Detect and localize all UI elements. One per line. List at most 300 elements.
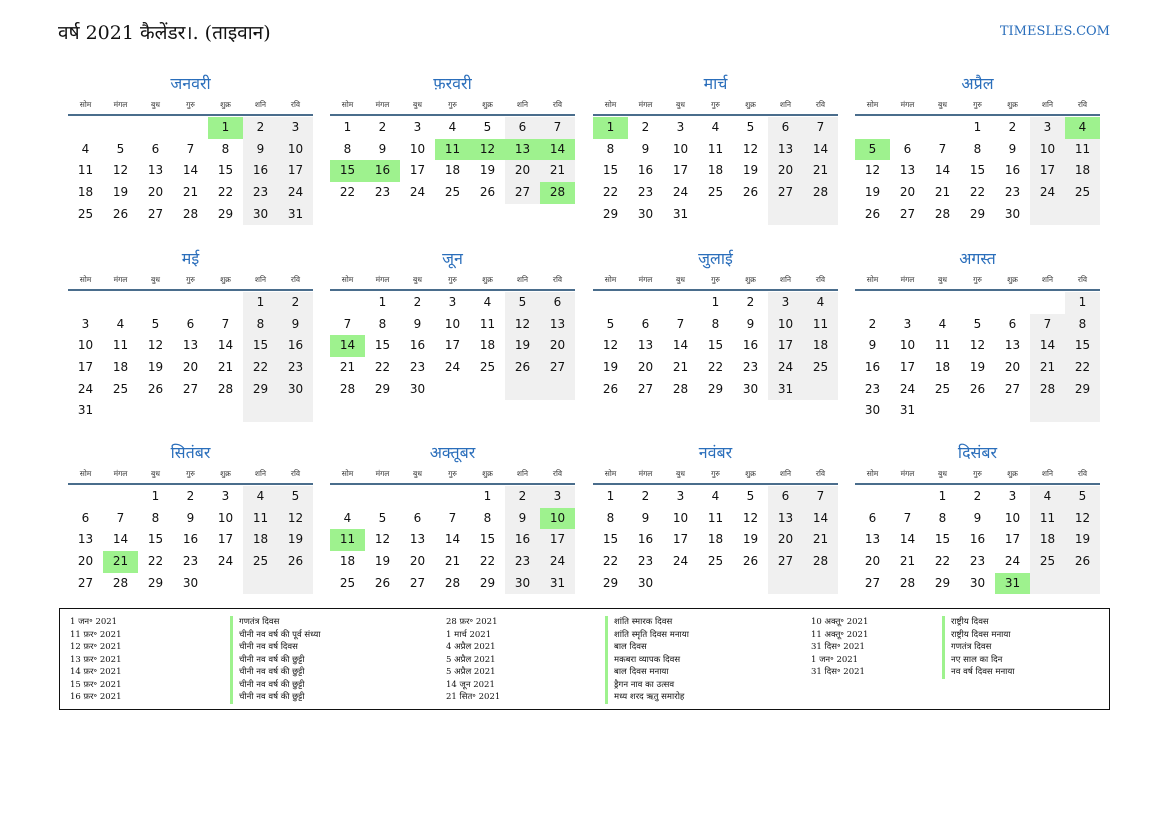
day-cell: 11 — [77, 163, 94, 178]
day-cell: 5 — [151, 316, 160, 331]
weekday-label: रवि — [290, 100, 301, 109]
day-cell: 12 — [278, 508, 313, 530]
day-cell: 9 — [746, 316, 755, 331]
weekday-label: बुध — [151, 100, 160, 109]
day-cell: 30 — [637, 206, 654, 221]
day-grid — [593, 486, 838, 594]
holiday-name: बाल दिवस — [605, 641, 647, 654]
day-grid — [855, 117, 1100, 225]
empty-day-cell — [960, 292, 995, 314]
weekday-header — [593, 465, 838, 485]
day-cell: 29 — [243, 379, 278, 401]
weekday-label: मंगल — [113, 469, 128, 478]
weekday-label: गुरु — [186, 275, 195, 284]
site-link[interactable]: TIMESLES.COM — [999, 24, 1110, 39]
empty-day-cell — [68, 117, 103, 139]
day-cell: 31 — [278, 204, 313, 226]
day-cell: 11 — [330, 529, 365, 551]
day-cell: 2 — [278, 292, 313, 314]
weekday-label: सोम — [341, 100, 354, 109]
day-cell: 27 — [768, 182, 803, 204]
weekday-label: सोम — [79, 100, 92, 109]
weekday-label: गुरु — [448, 100, 457, 109]
day-cell: 28 — [444, 575, 461, 590]
weekday-label: शुक्र — [1007, 275, 1018, 284]
day-cell: 19 — [864, 185, 881, 200]
day-cell: 20 — [899, 185, 916, 200]
day-cell: 7 — [803, 486, 838, 508]
day-cell: 23 — [864, 381, 881, 396]
day-cell: 15 — [934, 532, 951, 547]
day-cell: 27 — [182, 381, 199, 396]
day-cell: 21 — [1030, 357, 1065, 379]
day-cell: 11 — [435, 139, 470, 161]
day-cell: 10 — [278, 139, 313, 161]
month-block — [855, 247, 1100, 422]
day-cell: 19 — [479, 163, 496, 178]
day-cell: 23 — [637, 554, 654, 569]
month-name: मार्च — [703, 74, 728, 93]
day-cell: 1 — [593, 117, 628, 139]
day-cell: 1 — [343, 120, 352, 134]
weekday-label: शनि — [1041, 100, 1054, 109]
day-cell: 8 — [1065, 314, 1100, 336]
weekday-header — [68, 96, 313, 116]
day-cell: 26 — [742, 185, 759, 200]
day-cell: 14 — [1030, 335, 1065, 357]
day-cell: 10 — [217, 510, 234, 525]
empty-day-cell — [173, 117, 208, 139]
day-cell: 27 — [147, 206, 164, 221]
day-cell: 20 — [864, 554, 881, 569]
day-cell: 28 — [540, 182, 575, 204]
month-name: अप्रैल — [961, 74, 994, 93]
weekday-label: बुध — [938, 275, 947, 284]
holiday-name: चीनी नव वर्ष की छुट्टी — [230, 654, 304, 667]
day-cell: 6 — [641, 316, 650, 331]
day-cell: 19 — [969, 360, 986, 375]
day-cell: 6 — [186, 316, 195, 331]
holiday-name: शांति स्मारक दिवस — [605, 616, 672, 629]
weekday-label: गुरु — [448, 275, 457, 284]
day-cell: 24 — [672, 554, 689, 569]
empty-day-cell — [68, 486, 103, 508]
weekday-header — [68, 271, 313, 291]
day-cell: 10 — [672, 141, 689, 156]
empty-day-cell — [365, 486, 400, 508]
day-cell: 4 — [243, 486, 278, 508]
day-cell: 12 — [505, 314, 540, 336]
day-cell: 30 — [243, 204, 278, 226]
day-cell: 5 — [378, 510, 387, 525]
day-cell: 13 — [505, 139, 540, 161]
weekday-label: रवि — [815, 469, 826, 478]
day-cell: 13 — [147, 163, 164, 178]
weekday-label: रवि — [290, 469, 301, 478]
empty-day-cell — [208, 400, 243, 422]
day-cell: 8 — [938, 510, 947, 525]
day-cell: 9 — [505, 508, 540, 530]
weekday-header — [330, 96, 575, 116]
empty-day-cell — [890, 292, 925, 314]
day-cell: 3 — [768, 292, 803, 314]
day-cell: 30 — [1004, 206, 1021, 221]
day-cell: 25 — [707, 185, 724, 200]
day-cell: 10 — [768, 314, 803, 336]
legend-item — [70, 654, 410, 667]
day-cell: 13 — [409, 532, 426, 547]
day-cell: 5 — [278, 486, 313, 508]
legend-item — [446, 616, 786, 629]
day-cell: 19 — [278, 529, 313, 551]
legend-item — [70, 629, 410, 642]
legend-item — [811, 616, 1151, 629]
empty-day-cell — [173, 400, 208, 422]
empty-day-cell — [1065, 204, 1100, 226]
empty-day-cell — [330, 292, 365, 314]
day-cell: 3 — [540, 486, 575, 508]
empty-day-cell — [890, 117, 925, 139]
day-grid — [593, 117, 838, 225]
legend-item — [811, 641, 1151, 654]
empty-day-cell — [470, 379, 505, 401]
day-cell: 12 — [742, 141, 759, 156]
day-cell: 3 — [81, 316, 90, 331]
weekday-label: बुध — [151, 469, 160, 478]
day-cell: 14 — [672, 338, 689, 353]
day-cell: 20 — [540, 335, 575, 357]
legend-item — [446, 691, 786, 704]
holiday-name: ड्रैगन नाव का उत्सव — [605, 679, 674, 692]
month-block — [593, 441, 838, 594]
day-cell: 30 — [505, 573, 540, 595]
weekday-label: मंगल — [900, 100, 915, 109]
empty-day-cell — [208, 573, 243, 595]
day-cell: 27 — [899, 206, 916, 221]
day-cell: 17 — [77, 360, 94, 375]
day-cell: 15 — [243, 335, 278, 357]
weekday-label: शुक्र — [220, 469, 231, 478]
weekday-label: मंगल — [375, 469, 390, 478]
weekday-label: रवि — [552, 100, 563, 109]
day-cell: 25 — [1065, 182, 1100, 204]
day-cell: 17 — [672, 532, 689, 547]
holiday-date: 31 दिस॰ 2021 — [811, 667, 865, 677]
day-grid — [68, 292, 313, 422]
day-cell: 26 — [1065, 551, 1100, 573]
day-cell: 3 — [1008, 489, 1017, 503]
day-cell: 25 — [112, 381, 129, 396]
day-grid — [330, 292, 575, 400]
day-cell: 6 — [903, 141, 912, 156]
day-cell: 14 — [934, 163, 951, 178]
day-cell: 16 — [182, 532, 199, 547]
day-cell: 2 — [868, 316, 877, 331]
day-cell: 15 — [1065, 335, 1100, 357]
weekday-label: शनि — [516, 275, 529, 284]
day-cell: 25 — [707, 554, 724, 569]
weekday-label: गुरु — [711, 100, 720, 109]
day-cell: 7 — [448, 510, 457, 525]
weekday-label: सोम — [79, 275, 92, 284]
month-name: अक्तूबर — [429, 443, 476, 462]
empty-day-cell — [698, 204, 733, 226]
weekday-label: शनि — [516, 100, 529, 109]
day-cell: 27 — [540, 357, 575, 379]
holiday-name: चीनी नव वर्ष की छुट्टी — [230, 679, 304, 692]
holiday-name: नव वर्ष दिवस मनाया — [942, 666, 1015, 679]
weekday-header — [855, 465, 1100, 485]
day-cell: 25 — [339, 575, 356, 590]
day-cell: 11 — [707, 141, 724, 156]
day-cell: 20 — [505, 160, 540, 182]
day-cell: 18 — [1065, 160, 1100, 182]
month-block — [593, 247, 838, 400]
empty-day-cell — [925, 117, 960, 139]
day-cell: 20 — [77, 554, 94, 569]
legend-item — [70, 691, 410, 704]
weekday-label: बुध — [413, 100, 422, 109]
empty-day-cell — [925, 292, 960, 314]
month-name: नवंबर — [698, 443, 733, 462]
month-block — [68, 247, 313, 422]
day-cell: 17 — [768, 335, 803, 357]
day-cell: 15 — [330, 160, 365, 182]
day-cell: 21 — [103, 551, 138, 573]
day-cell: 2 — [243, 117, 278, 139]
legend-item — [70, 616, 410, 629]
day-cell: 20 — [1004, 360, 1021, 375]
day-grid — [68, 486, 313, 594]
day-cell: 19 — [505, 335, 540, 357]
day-cell: 2 — [1008, 120, 1017, 134]
day-cell: 26 — [374, 575, 391, 590]
empty-day-cell — [890, 486, 925, 508]
weekday-label: शुक्र — [482, 469, 493, 478]
day-cell: 16 — [637, 163, 654, 178]
day-cell: 26 — [112, 206, 129, 221]
weekday-label: सोम — [604, 469, 617, 478]
weekday-label: शनि — [254, 469, 267, 478]
day-cell: 18 — [707, 532, 724, 547]
weekday-header — [593, 271, 838, 291]
day-cell: 20 — [182, 360, 199, 375]
empty-day-cell — [1030, 400, 1065, 422]
empty-day-cell — [243, 573, 278, 595]
empty-day-cell — [103, 486, 138, 508]
day-cell: 6 — [1008, 316, 1017, 331]
day-cell: 16 — [864, 360, 881, 375]
day-cell: 30 — [742, 381, 759, 396]
day-cell: 18 — [707, 163, 724, 178]
day-cell: 30 — [969, 575, 986, 590]
weekday-label: बुध — [676, 100, 685, 109]
day-cell: 3 — [448, 295, 457, 309]
month-name: जून — [442, 249, 463, 268]
day-cell: 21 — [803, 529, 838, 551]
weekday-label: मंगल — [900, 275, 915, 284]
day-cell: 18 — [803, 335, 838, 357]
holiday-date: 31 दिस॰ 2021 — [811, 642, 865, 652]
weekday-label: सोम — [866, 275, 879, 284]
day-cell: 11 — [243, 508, 278, 530]
day-cell: 26 — [147, 381, 164, 396]
day-cell: 17 — [409, 163, 426, 178]
day-cell: 13 — [864, 532, 881, 547]
month-block — [330, 72, 575, 204]
holiday-name: राष्ट्रीय दिवस मनाया — [942, 629, 1011, 642]
day-cell: 2 — [186, 489, 195, 503]
day-cell: 15 — [969, 163, 986, 178]
holiday-date: 12 फ़र॰ 2021 — [70, 642, 122, 652]
weekday-label: सोम — [604, 100, 617, 109]
day-cell: 23 — [409, 360, 426, 375]
weekday-label: बुध — [938, 469, 947, 478]
day-cell: 20 — [768, 160, 803, 182]
day-cell: 28 — [672, 381, 689, 396]
weekday-header — [330, 465, 575, 485]
page-title: वर्ष 2021 कैलेंडर।. (ताइवान) — [58, 22, 271, 44]
weekday-label: गुरु — [973, 469, 982, 478]
day-cell: 3 — [278, 117, 313, 139]
legend-item — [70, 641, 410, 654]
weekday-label: बुध — [413, 275, 422, 284]
day-cell: 13 — [768, 139, 803, 161]
holiday-name: चीनी नव वर्ष की छुट्टी — [230, 666, 304, 679]
day-cell: 4 — [711, 120, 720, 134]
month-block — [855, 441, 1100, 594]
day-cell: 7 — [1030, 314, 1065, 336]
weekday-label: गुरु — [711, 275, 720, 284]
day-cell: 10 — [672, 510, 689, 525]
weekday-label: रवि — [1077, 100, 1088, 109]
empty-day-cell — [925, 400, 960, 422]
month-block — [68, 441, 313, 594]
weekday-label: शनि — [779, 469, 792, 478]
weekday-label: गुरु — [711, 469, 720, 478]
day-cell: 23 — [1004, 185, 1021, 200]
day-cell: 3 — [676, 489, 685, 503]
empty-day-cell — [103, 117, 138, 139]
weekday-label: मंगल — [638, 469, 653, 478]
weekday-label: बुध — [676, 275, 685, 284]
day-cell: 16 — [505, 529, 540, 551]
empty-day-cell — [1065, 400, 1100, 422]
day-cell: 22 — [1065, 357, 1100, 379]
weekday-label: रवि — [815, 100, 826, 109]
day-cell: 28 — [803, 182, 838, 204]
month-name: फ़रवरी — [433, 74, 472, 93]
empty-day-cell — [505, 379, 540, 401]
weekday-label: शनि — [254, 275, 267, 284]
legend-item — [446, 629, 786, 642]
day-cell: 29 — [479, 575, 496, 590]
day-cell: 5 — [606, 316, 615, 331]
legend-item — [446, 654, 786, 667]
day-cell: 12 — [602, 338, 619, 353]
day-cell: 7 — [540, 117, 575, 139]
day-cell: 1 — [378, 295, 387, 309]
weekday-label: मंगल — [113, 275, 128, 284]
day-cell: 21 — [182, 185, 199, 200]
day-cell: 24 — [77, 381, 94, 396]
legend-item — [446, 666, 786, 679]
legend-column — [446, 616, 786, 704]
empty-day-cell — [698, 573, 733, 595]
day-cell: 6 — [768, 117, 803, 139]
day-cell: 6 — [81, 510, 90, 525]
weekday-label: मंगल — [113, 100, 128, 109]
day-cell: 23 — [243, 182, 278, 204]
day-cell: 24 — [1004, 554, 1021, 569]
day-cell: 19 — [1065, 529, 1100, 551]
legend-column — [811, 616, 1151, 679]
day-cell: 19 — [742, 532, 759, 547]
day-cell: 17 — [1004, 532, 1021, 547]
day-cell: 7 — [221, 316, 230, 331]
legend-item — [446, 641, 786, 654]
month-block — [855, 72, 1100, 225]
day-cell: 12 — [147, 338, 164, 353]
day-cell: 19 — [742, 163, 759, 178]
holiday-date: 5 अप्रैल 2021 — [446, 654, 496, 665]
day-cell: 5 — [1065, 486, 1100, 508]
holiday-date: 11 अक्तू॰ 2021 — [811, 629, 869, 640]
day-cell: 30 — [278, 379, 313, 401]
day-cell: 28 — [803, 551, 838, 573]
day-cell: 12 — [969, 338, 986, 353]
day-cell: 24 — [217, 554, 234, 569]
holiday-date: 13 फ़र॰ 2021 — [70, 654, 122, 665]
day-cell: 10 — [444, 316, 461, 331]
month-name: दिसंबर — [957, 443, 998, 462]
day-cell: 16 — [409, 338, 426, 353]
day-cell: 23 — [182, 554, 199, 569]
day-cell: 18 — [339, 554, 356, 569]
day-cell: 9 — [186, 510, 195, 525]
day-cell: 17 — [1030, 160, 1065, 182]
day-cell: 15 — [217, 163, 234, 178]
legend-item — [811, 654, 1151, 667]
day-cell: 4 — [483, 295, 492, 309]
day-cell: 10 — [77, 338, 94, 353]
day-cell: 6 — [768, 486, 803, 508]
holiday-name: चीनी नव वर्ष दिवस — [230, 641, 298, 654]
month-name: जनवरी — [170, 74, 211, 93]
day-cell: 4 — [938, 316, 947, 331]
day-cell: 28 — [182, 206, 199, 221]
day-cell: 8 — [151, 510, 160, 525]
day-grid — [593, 292, 838, 400]
month-block — [68, 72, 313, 225]
day-cell: 22 — [479, 554, 496, 569]
day-cell: 29 — [602, 575, 619, 590]
day-cell: 25 — [243, 551, 278, 573]
weekday-label: गुरु — [973, 100, 982, 109]
empty-day-cell — [803, 379, 838, 401]
day-cell: 14 — [444, 532, 461, 547]
day-cell: 26 — [479, 185, 496, 200]
empty-day-cell — [855, 117, 890, 139]
weekday-label: मंगल — [638, 100, 653, 109]
day-cell: 1 — [973, 120, 982, 134]
weekday-header — [68, 465, 313, 485]
month-block — [593, 72, 838, 225]
day-cell: 11 — [803, 314, 838, 336]
weekday-header — [330, 271, 575, 291]
weekday-label: गुरु — [448, 469, 457, 478]
day-cell: 14 — [803, 139, 838, 161]
